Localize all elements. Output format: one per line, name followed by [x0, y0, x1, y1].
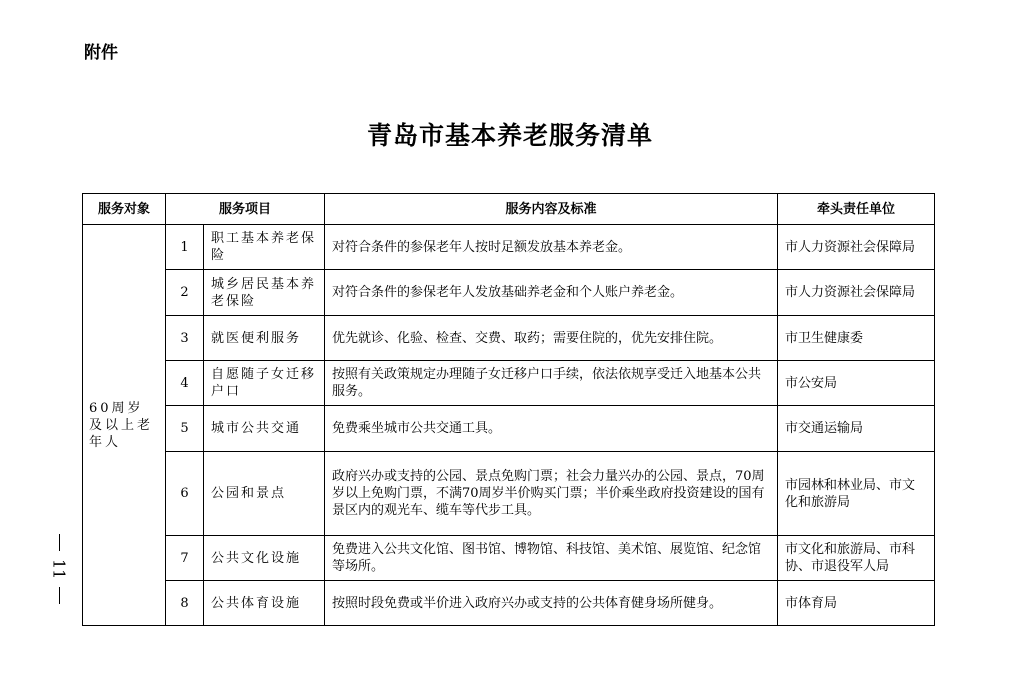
- table-row: [83, 316, 935, 361]
- page-number-value: 11: [49, 559, 69, 580]
- row-number: 8: [166, 581, 204, 626]
- table-row: [83, 406, 935, 452]
- service-item: 职工基本养老保险: [204, 225, 325, 270]
- service-item: 公共体育设施: [204, 581, 325, 626]
- table-row: [83, 536, 935, 581]
- service-content: 优先就诊、化验、检查、交费、取药；需要住院的，优先安排住院。: [325, 316, 778, 361]
- service-content: 按照时段免费或半价进入政府兴办或支持的公共体育健身场所健身。: [325, 581, 778, 626]
- responsible-unit: 市交通运输局: [778, 406, 935, 452]
- page-number-dash-bottom: [59, 587, 60, 604]
- table-header-row: [83, 194, 935, 225]
- table-row: [83, 225, 935, 270]
- page-number-dash-top: [59, 534, 60, 551]
- service-content: 免费乘坐城市公共交通工具。: [325, 406, 778, 452]
- responsible-unit: 市人力资源社会保障局: [778, 270, 935, 316]
- page-number: [46, 534, 72, 604]
- header-item: 服务项目: [166, 194, 325, 225]
- table-row: [83, 452, 935, 536]
- responsible-unit: 市人力资源社会保障局: [778, 225, 935, 270]
- service-item: 自愿随子女迁移户口: [204, 361, 325, 406]
- service-list-table: [82, 193, 935, 626]
- header-content: 服务内容及标准: [325, 194, 778, 225]
- document-title: 青岛市基本养老服务清单: [366, 121, 653, 150]
- attachment-label: 附件: [84, 43, 118, 63]
- row-number: 2: [166, 270, 204, 316]
- service-content: 对符合条件的参保老年人发放基础养老金和个人账户养老金。: [325, 270, 778, 316]
- header-unit: 牵头责任单位: [778, 194, 935, 225]
- responsible-unit: 市公安局: [778, 361, 935, 406]
- table-row: [83, 270, 935, 316]
- row-number: 3: [166, 316, 204, 361]
- service-content: 按照有关政策规定办理随子女迁移户口手续，依法依规享受迁入地基本公共服务。: [325, 361, 778, 406]
- row-number: 7: [166, 536, 204, 581]
- header-target: 服务对象: [83, 194, 166, 225]
- service-content: 免费进入公共文化馆、图书馆、博物馆、科技馆、美术馆、展览馆、纪念馆等场所。: [325, 536, 778, 581]
- responsible-unit: 市卫生健康委: [778, 316, 935, 361]
- responsible-unit: 市体育局: [778, 581, 935, 626]
- row-number: 4: [166, 361, 204, 406]
- service-item: 城乡居民基本养老保险: [204, 270, 325, 316]
- service-item: 公园和景点: [204, 452, 325, 536]
- service-target: 60周岁及以上老年人: [83, 225, 166, 626]
- responsible-unit: 市文化和旅游局、市科协、市退役军人局: [778, 536, 935, 581]
- responsible-unit: 市园林和林业局、市文化和旅游局: [778, 452, 935, 536]
- service-content: 政府兴办或支持的公园、景点免购门票；社会力量兴办的公园、景点，70周岁以上免购门票，不满70周岁半价购买门票；半价乘坐政府投资建设的国有景区内的观光车、缆车等代步工具。: [325, 452, 778, 536]
- row-number: 1: [166, 225, 204, 270]
- service-item: 城市公共交通: [204, 406, 325, 452]
- row-number: 5: [166, 406, 204, 452]
- table-row: [83, 361, 935, 406]
- service-item: 公共文化设施: [204, 536, 325, 581]
- service-item: 就医便利服务: [204, 316, 325, 361]
- service-content: 对符合条件的参保老年人按时足额发放基本养老金。: [325, 225, 778, 270]
- row-number: 6: [166, 452, 204, 536]
- table-row: [83, 581, 935, 626]
